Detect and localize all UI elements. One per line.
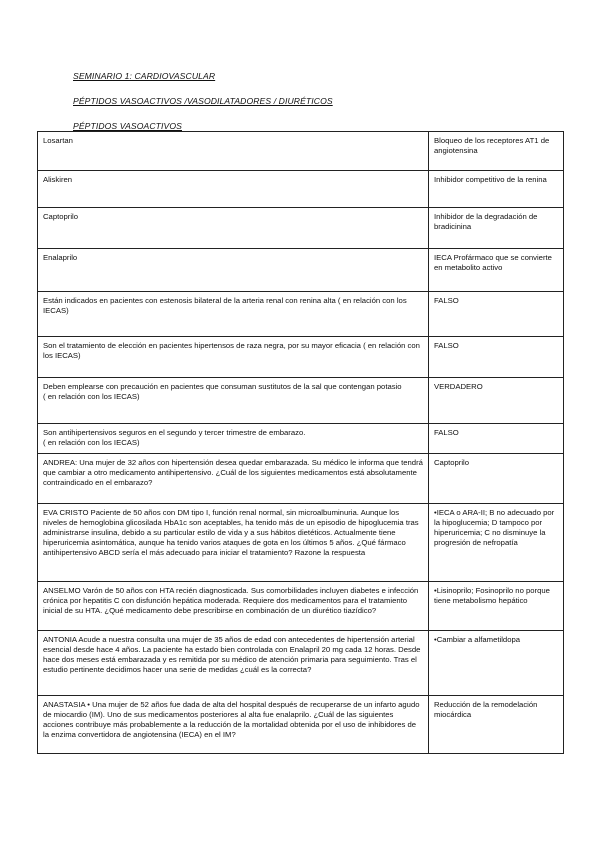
table-row (38, 696, 564, 754)
answer-cell: •Cambiar a alfametildopa (429, 631, 564, 696)
table-row (38, 582, 564, 631)
questions-table (37, 131, 564, 754)
answer-cell: FALSO (429, 292, 564, 337)
table-row (38, 249, 564, 292)
question-cell: ANASTASIA • Una mujer de 52 años fue dada de alta del hospital después de recuperarse de un infarto agudo de miocardio (IM). Uno de sus medicamentos posteriores al alta fue enalaprilo. ¿Cuál de las siguientes acciones contribuye más probablemente a la reducción de la mortalidad obtenida por el uso de inhibidores de la enzima convertidora de angiotensina (IECA) en el IM? (38, 696, 429, 754)
answer-cell: Captoprilo (429, 454, 564, 504)
answer-cell: Bloqueo de los receptores AT1 de angiotensina (429, 132, 564, 171)
table-row (38, 292, 564, 337)
question-cell: Son el tratamiento de elección en pacientes hipertensos de raza negra, por su mayor eficacia ( en relación con los IECAS) (38, 337, 429, 378)
table-row (38, 337, 564, 378)
table-row (38, 171, 564, 208)
answer-cell: VERDADERO (429, 378, 564, 424)
question-cell: Captoprilo (38, 208, 429, 249)
question-cell: ANTONIA Acude a nuestra consulta una mujer de 35 años de edad con antecedentes de hipertensión arterial esencial desde hace 4 años. La paciente ha estado bien controlada con Enalapril 20 mg cada 12 horas. Desde hace dos meses está embarazada y es remitida por su médico de atención primaria para seguimiento. Tras el estudio pertinente decidimos hacer una serie de medidas ¿cuál es la correcta? (38, 631, 429, 696)
answer-cell: FALSO (429, 424, 564, 454)
answer-cell: Reducción de la remodelación miocárdica (429, 696, 564, 754)
question-cell: Están indicados en pacientes con estenosis bilateral de la arteria renal con renina alta ( en relación con los IECAS) (38, 292, 429, 337)
question-cell: Deben emplearse con precaución en pacientes que consuman sustitutos de la sal que contengan potasio ( en relación con los IECAS) (38, 378, 429, 424)
answer-cell: Inhibidor de la degradación de bradicinina (429, 208, 564, 249)
table-row (38, 378, 564, 424)
table-row (38, 132, 564, 171)
answer-cell: Inhibidor competitivo de la renina (429, 171, 564, 208)
question-cell: EVA CRISTO Paciente de 50 años con DM tipo I, función renal normal, sin microalbuminuria. Aunque los niveles de hemoglobina glicosilada HbA1c son aceptables, ha tenido más de un episodio de hipoglucemia tras administrarse insulina, debido a su particular estilo de vida y a sus hábitos dietéticos. Actualmente tiene hiperuricemia asintomática, aunque ha tenido varios ataques de gota en los últimos 5 años. ¿Qué fármaco antihipertensivo ABCD sería el más adecuado para iniciar el tratamiento? Razone la respuesta (38, 504, 429, 582)
question-cell: Aliskiren (38, 171, 429, 208)
table-row (38, 208, 564, 249)
table-row (38, 454, 564, 504)
question-cell: ANDREA: Una mujer de 32 años con hipertensión desea quedar embarazada. Su médico le informa que tendrá que cambiar a otro medicamento antihipertensivo. ¿Cuál de los siguientes medicamentos está absolutamente contraindicado en el embarazo? (38, 454, 429, 504)
table-row (38, 631, 564, 696)
answer-cell: FALSO (429, 337, 564, 378)
answer-cell: •Lisinoprilo; Fosinoprilo no porque tiene metabolismo hepático (429, 582, 564, 631)
table-row (38, 424, 564, 454)
seminar-title: SEMINARIO 1: CARDIOVASCULAR (73, 71, 216, 81)
question-cell: Son antihipertensivos seguros en el segundo y tercer trimestre de embarazo. ( en relación con los IECAS) (38, 424, 429, 454)
question-cell: ANSELMO Varón de 50 años con HTA recién diagnosticada. Sus comorbilidades incluyen diabetes e infección crónica por hepatitis C con disfunción hepática moderada. Requiere dos medicamentos para el tratamiento inicial de su HTA. ¿Qué medicamento debe prescribirse en combinación de un diurético tiazídico? (38, 582, 429, 631)
question-cell: Enalaprilo (38, 249, 429, 292)
question-cell: Losartan (38, 132, 429, 171)
answer-cell: IECA Profármaco que se convierte en metabolito activo (429, 249, 564, 292)
table-row (38, 504, 564, 582)
subsection-title: PÉPTIDOS VASOACTIVOS (73, 121, 182, 131)
answer-cell: •IECA o ARA-II; B no adecuado por la hipoglucemia; D tampoco por hiperuricemia; C no disminuye la progresión de nefropatía (429, 504, 564, 582)
section-title: PÉPTIDOS VASOACTIVOS /VASODILATADORES / DIURÉTICOS (73, 96, 333, 106)
